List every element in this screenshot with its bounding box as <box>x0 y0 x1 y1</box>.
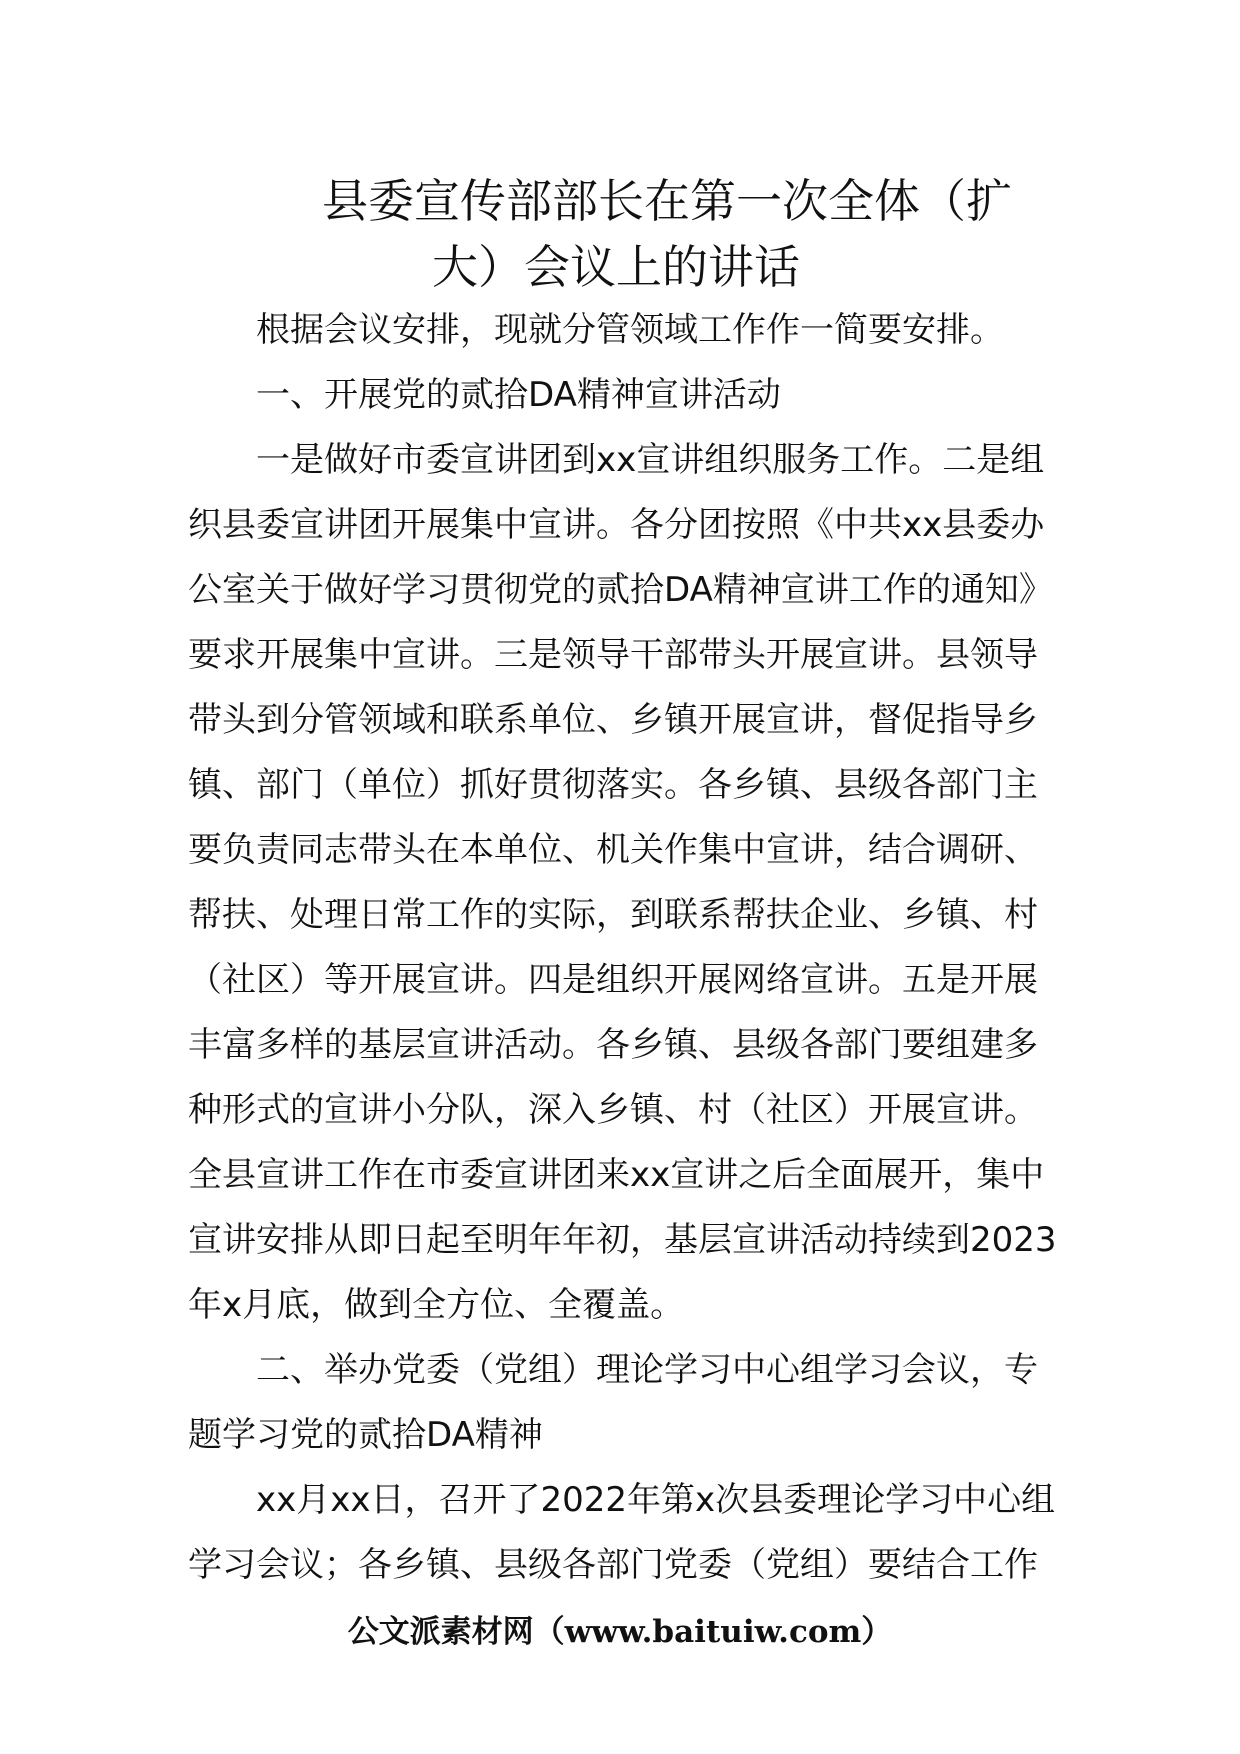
body-text-line: 年x月底，做到全方位、全覆盖。 <box>188 1285 685 1325</box>
footer-watermark-text: 公文派素材网（www.baituiw.com） <box>347 1614 893 1650</box>
document-body <box>188 298 1058 1598</box>
body-text-line: 丰富多样的基层宣讲活动。各乡镇、县级各部门要组建多 <box>188 1025 1038 1065</box>
body-text-line: 宣讲安排从即日起至明年年初，基层宣讲活动持续到2023 <box>188 1220 1057 1260</box>
document-title-line-2: 大）会议上的讲话 <box>432 240 800 294</box>
body-text-line: 全县宣讲工作在市委宣讲团来xx宣讲之后全面展开，集中 <box>188 1155 1045 1195</box>
body-text-line: 公室关于做好学习贯彻党的贰拾DA精神宣讲工作的通知》 <box>188 570 1053 610</box>
body-text-line: 镇、部门（单位）抓好贯彻落实。各乡镇、县级各部门主 <box>188 765 1038 805</box>
body-text-line: 题学习党的贰拾DA精神 <box>188 1415 543 1455</box>
body-text-line: 带头到分管领域和联系单位、乡镇开展宣讲，督促指导乡 <box>188 700 1038 740</box>
body-text-line: 学习会议；各乡镇、县级各部门党委（党组）要结合工作 <box>188 1545 1038 1585</box>
body-text-line: 要负责同志带头在本单位、机关作集中宣讲，结合调研、 <box>188 830 1038 870</box>
body-text-line: 帮扶、处理日常工作的实际，到联系帮扶企业、乡镇、村 <box>188 895 1038 935</box>
body-text-line: 织县委宣讲团开展集中宣讲。各分团按照《中共xx县委办 <box>188 505 1045 545</box>
body-text-line: 要求开展集中宣讲。三是领导干部带头开展宣讲。县领导 <box>188 635 1038 675</box>
body-text-line: 一是做好市委宣讲团到xx宣讲组织服务工作。二是组 <box>256 440 1045 480</box>
body-text-line: 种形式的宣讲小分队，深入乡镇、村（社区）开展宣讲。 <box>188 1090 1038 1130</box>
body-text-line: xx月xx日，召开了2022年第x次县委理论学习中心组 <box>256 1480 1056 1520</box>
body-text-line: 二、举办党委（党组）理论学习中心组学习会议，专 <box>256 1350 1038 1390</box>
body-text-line: （社区）等开展宣讲。四是组织开展网络宣讲。五是开展 <box>188 960 1038 1000</box>
document-title-line-1: 县委宣传部部长在第一次全体（扩 <box>322 174 1012 228</box>
body-text-line: 根据会议安排，现就分管领域工作作一简要安排。 <box>256 310 1004 350</box>
body-text-line: 一、开展党的贰拾DA精神宣讲活动 <box>256 375 781 415</box>
